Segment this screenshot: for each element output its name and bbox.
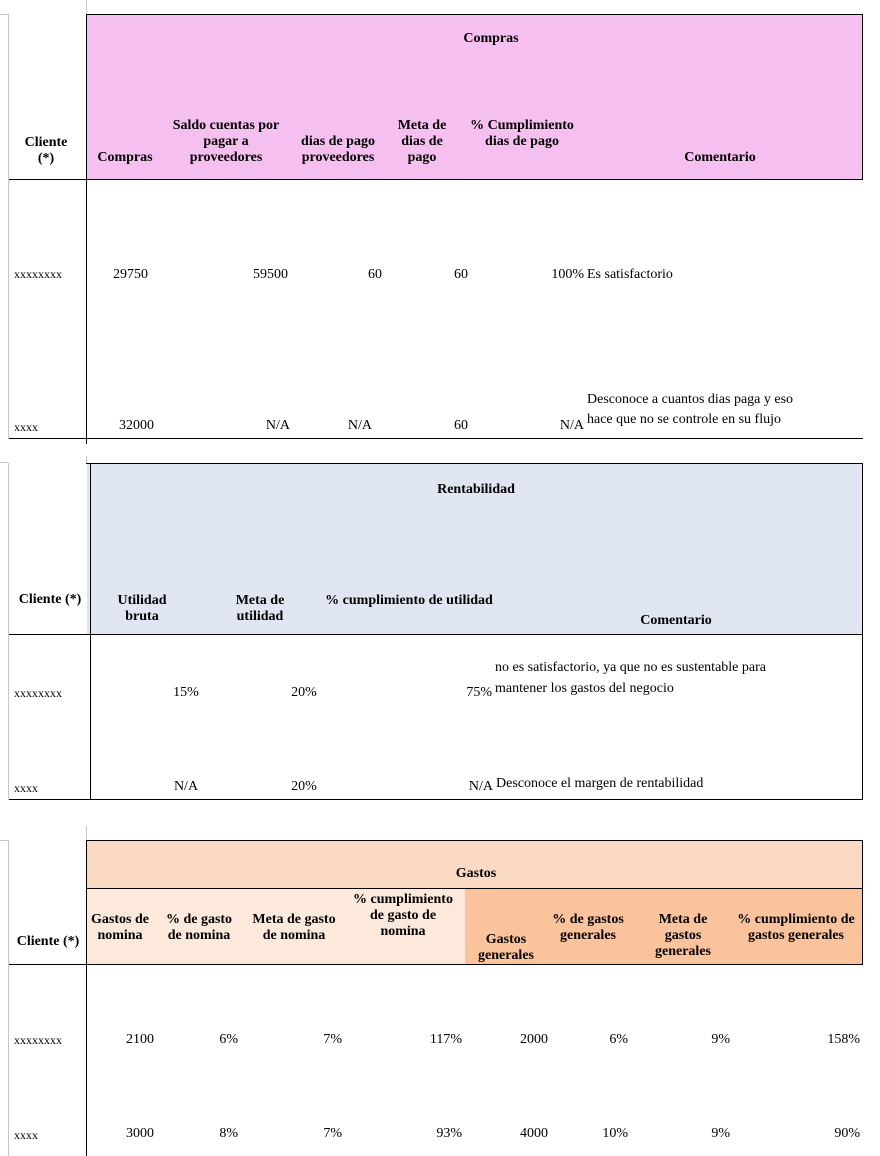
compras-row1-saldo: 59500 [253, 267, 288, 282]
gastos-row2-cumpl-nomina: 93% [436, 1126, 462, 1141]
compras-row1-comentario: Es satisfactorio [587, 267, 673, 282]
gastos-header-cliente: Cliente (*) [16, 934, 80, 949]
compras-row2-comentario-line2: hace que no se controle en su flujo [587, 412, 781, 427]
compras-row1-cliente: xxxxxxxx [14, 267, 62, 281]
gastos-header-pct-nomina: % de gasto de nomina [165, 912, 233, 943]
rentabilidad-row1-cliente: xxxxxxxx [14, 686, 62, 700]
gastos-header-meta-generales: Meta de gastos generales [655, 912, 711, 959]
compras-header-meta-dias: Meta de dias de pago [397, 118, 447, 165]
gastos-header-gastos-nomina: Gastos de nomina [91, 912, 149, 943]
compras-header-cliente: Cliente (*) [24, 135, 68, 166]
gastos-row1-pct-nomina: 6% [219, 1032, 238, 1047]
gastos-header-pct-generales: % de gastos generales [552, 912, 624, 943]
rentabilidad-row1-meta: 20% [291, 685, 317, 700]
rentabilidad-header-cumplimiento: % cumplimiento de utilidad [325, 593, 493, 608]
compras-row2-cumplimiento: N/A [559, 418, 584, 433]
rentabilidad-row1-cumplimiento: 75% [466, 685, 492, 700]
compras-row1-cumplimiento: 100% [551, 267, 584, 282]
compras-row1-meta: 60 [454, 267, 468, 282]
gastos-row2-meta-nomina: 7% [323, 1126, 342, 1141]
compras-header-dias-pago: dias de pago proveedores [301, 134, 375, 165]
gastos-row1-cliente: xxxxxxxx [14, 1033, 62, 1047]
rentabilidad-row2-meta: 20% [291, 779, 317, 794]
rentabilidad-row2-cumplimiento: N/A [468, 779, 493, 794]
compras-header-cumplimiento: % Cumplimiento dias de pago [470, 118, 574, 149]
rentabilidad-title: Rentabilidad [437, 482, 515, 497]
gastos-row2-cumpl-generales: 90% [834, 1126, 860, 1141]
rentabilidad-header-cliente: Cliente (*) [18, 592, 82, 607]
gastos-row2-gastos-nomina: 3000 [126, 1126, 154, 1141]
rentabilidad-row2-cliente: xxxx [14, 781, 38, 795]
gastos-row2-gastos-generales: 4000 [520, 1126, 548, 1141]
compras-row2-compras: 32000 [119, 418, 154, 433]
compras-row1-compras: 29750 [113, 267, 148, 282]
gastos-header-cumpl-nomina: % cumplimiento de gasto de nomina [353, 892, 453, 939]
gastos-row1-cumpl-nomina: 117% [429, 1032, 462, 1047]
rentabilidad-header-meta: Meta de utilidad [235, 593, 285, 624]
gastos-header-gastos-generales: Gastos generales [478, 932, 534, 963]
rentabilidad-header-comentario: Comentario [640, 613, 712, 628]
compras-row1-dias: 60 [368, 267, 382, 282]
gastos-row1-meta-nomina: 7% [323, 1032, 342, 1047]
compras-title: Compras [463, 31, 519, 46]
compras-header-compras: Compras [97, 150, 153, 165]
compras-row2-meta: 60 [454, 418, 468, 433]
gastos-row1-gastos-nomina: 2100 [126, 1032, 154, 1047]
gastos-row2-meta-generales: 9% [711, 1126, 730, 1141]
rentabilidad-row2-comentario: Desconoce el margen de rentabilidad [496, 776, 704, 791]
compras-row2-saldo: N/A [265, 418, 290, 433]
gastos-row1-cumpl-generales: 158% [827, 1032, 860, 1047]
compras-row2-dias: N/A [347, 418, 372, 433]
compras-row2-cliente: xxxx [14, 420, 38, 434]
compras-header-comentario: Comentario [684, 150, 756, 165]
gastos-header-meta-nomina: Meta de gasto de nomina [252, 912, 336, 943]
compras-header-saldo: Saldo cuentas por pagar a proveedores [172, 118, 280, 165]
gastos-title: Gastos [455, 866, 497, 881]
gastos-header-cumpl-generales: % cumplimiento de gastos generales [737, 912, 855, 943]
compras-row2-comentario-line1: Desconoce a cuantos dias paga y eso [587, 392, 794, 407]
gastos-row2-pct-generales: 10% [602, 1126, 628, 1141]
gastos-row1-pct-generales: 6% [609, 1032, 628, 1047]
gastos-row2-pct-nomina: 8% [219, 1126, 238, 1141]
gastos-row1-gastos-generales: 2000 [520, 1032, 548, 1047]
rentabilidad-row1-utilidad: 15% [173, 685, 199, 700]
rentabilidad-row1-comentario-line2: mantener los gastos del negocio [495, 681, 674, 696]
gastos-row2-cliente: xxxx [14, 1128, 38, 1142]
gastos-row1-meta-generales: 9% [711, 1032, 730, 1047]
rentabilidad-row1-comentario-line1: no es satisfactorio, ya que no es sustentable para [495, 660, 766, 675]
rentabilidad-header-utilidad: Utilidad bruta [117, 593, 167, 624]
rentabilidad-row2-utilidad: N/A [173, 779, 199, 794]
